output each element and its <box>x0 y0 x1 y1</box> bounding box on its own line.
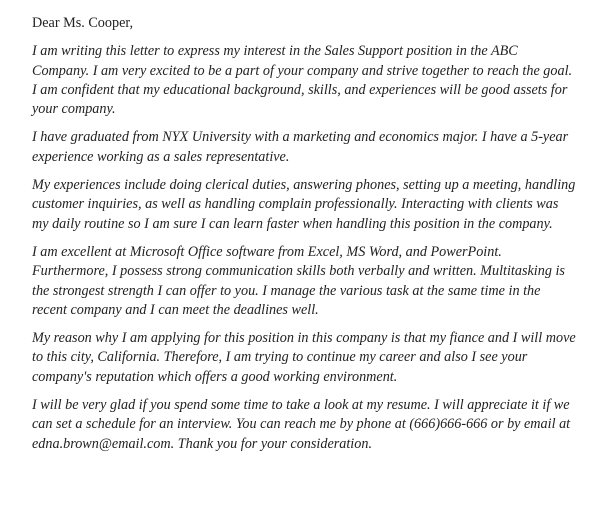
paragraph-experience: My experiences include doing clerical duties, answering phones, setting up a meeting, handling customer inquiries, as well as handling complain professionally. Interacting with clients was my daily routine so I am sure I can learn faster when handling this position in the company. <box>32 177 576 232</box>
paragraph-interest: I am writing this letter to express my interest in the Sales Support position in the ABC Company. I am very excited to be a part of your company and strive together to reach the goal. I am confident that my educational background, skills, and experiences will be good assets for your company. <box>32 43 573 118</box>
paragraph-skills: I am excellent at Microsoft Office software from Excel, MS Word, and PowerPoint. Furthermore, I possess strong communication skills both verbally and written. Multitasking is the strongest strength I can offer to you. I manage the various task at the same time in the recent company and I can meet the deadlines well. <box>32 243 565 318</box>
salutation: Dear Ms. Cooper, <box>32 15 134 31</box>
paragraph-education: I have graduated from NYX University with a marketing and economics major. I have a 5-year experience working as a sales representative. <box>32 129 569 165</box>
paragraph-closing: I will be very glad if you spend some time to take a look at my resume. I will appreciate it if we can set a schedule for an interview. You can reach me by phone at (666)666-666 or by email at edna.brown@email.com. Thank you for your consideration. <box>32 397 571 452</box>
paragraph-reason: My reason why I am applying for this position in this company is that my fiance and I will move to this city, California. Therefore, I am trying to continue my career and also I see your company's reputation which offers a good working environment. <box>32 330 576 385</box>
